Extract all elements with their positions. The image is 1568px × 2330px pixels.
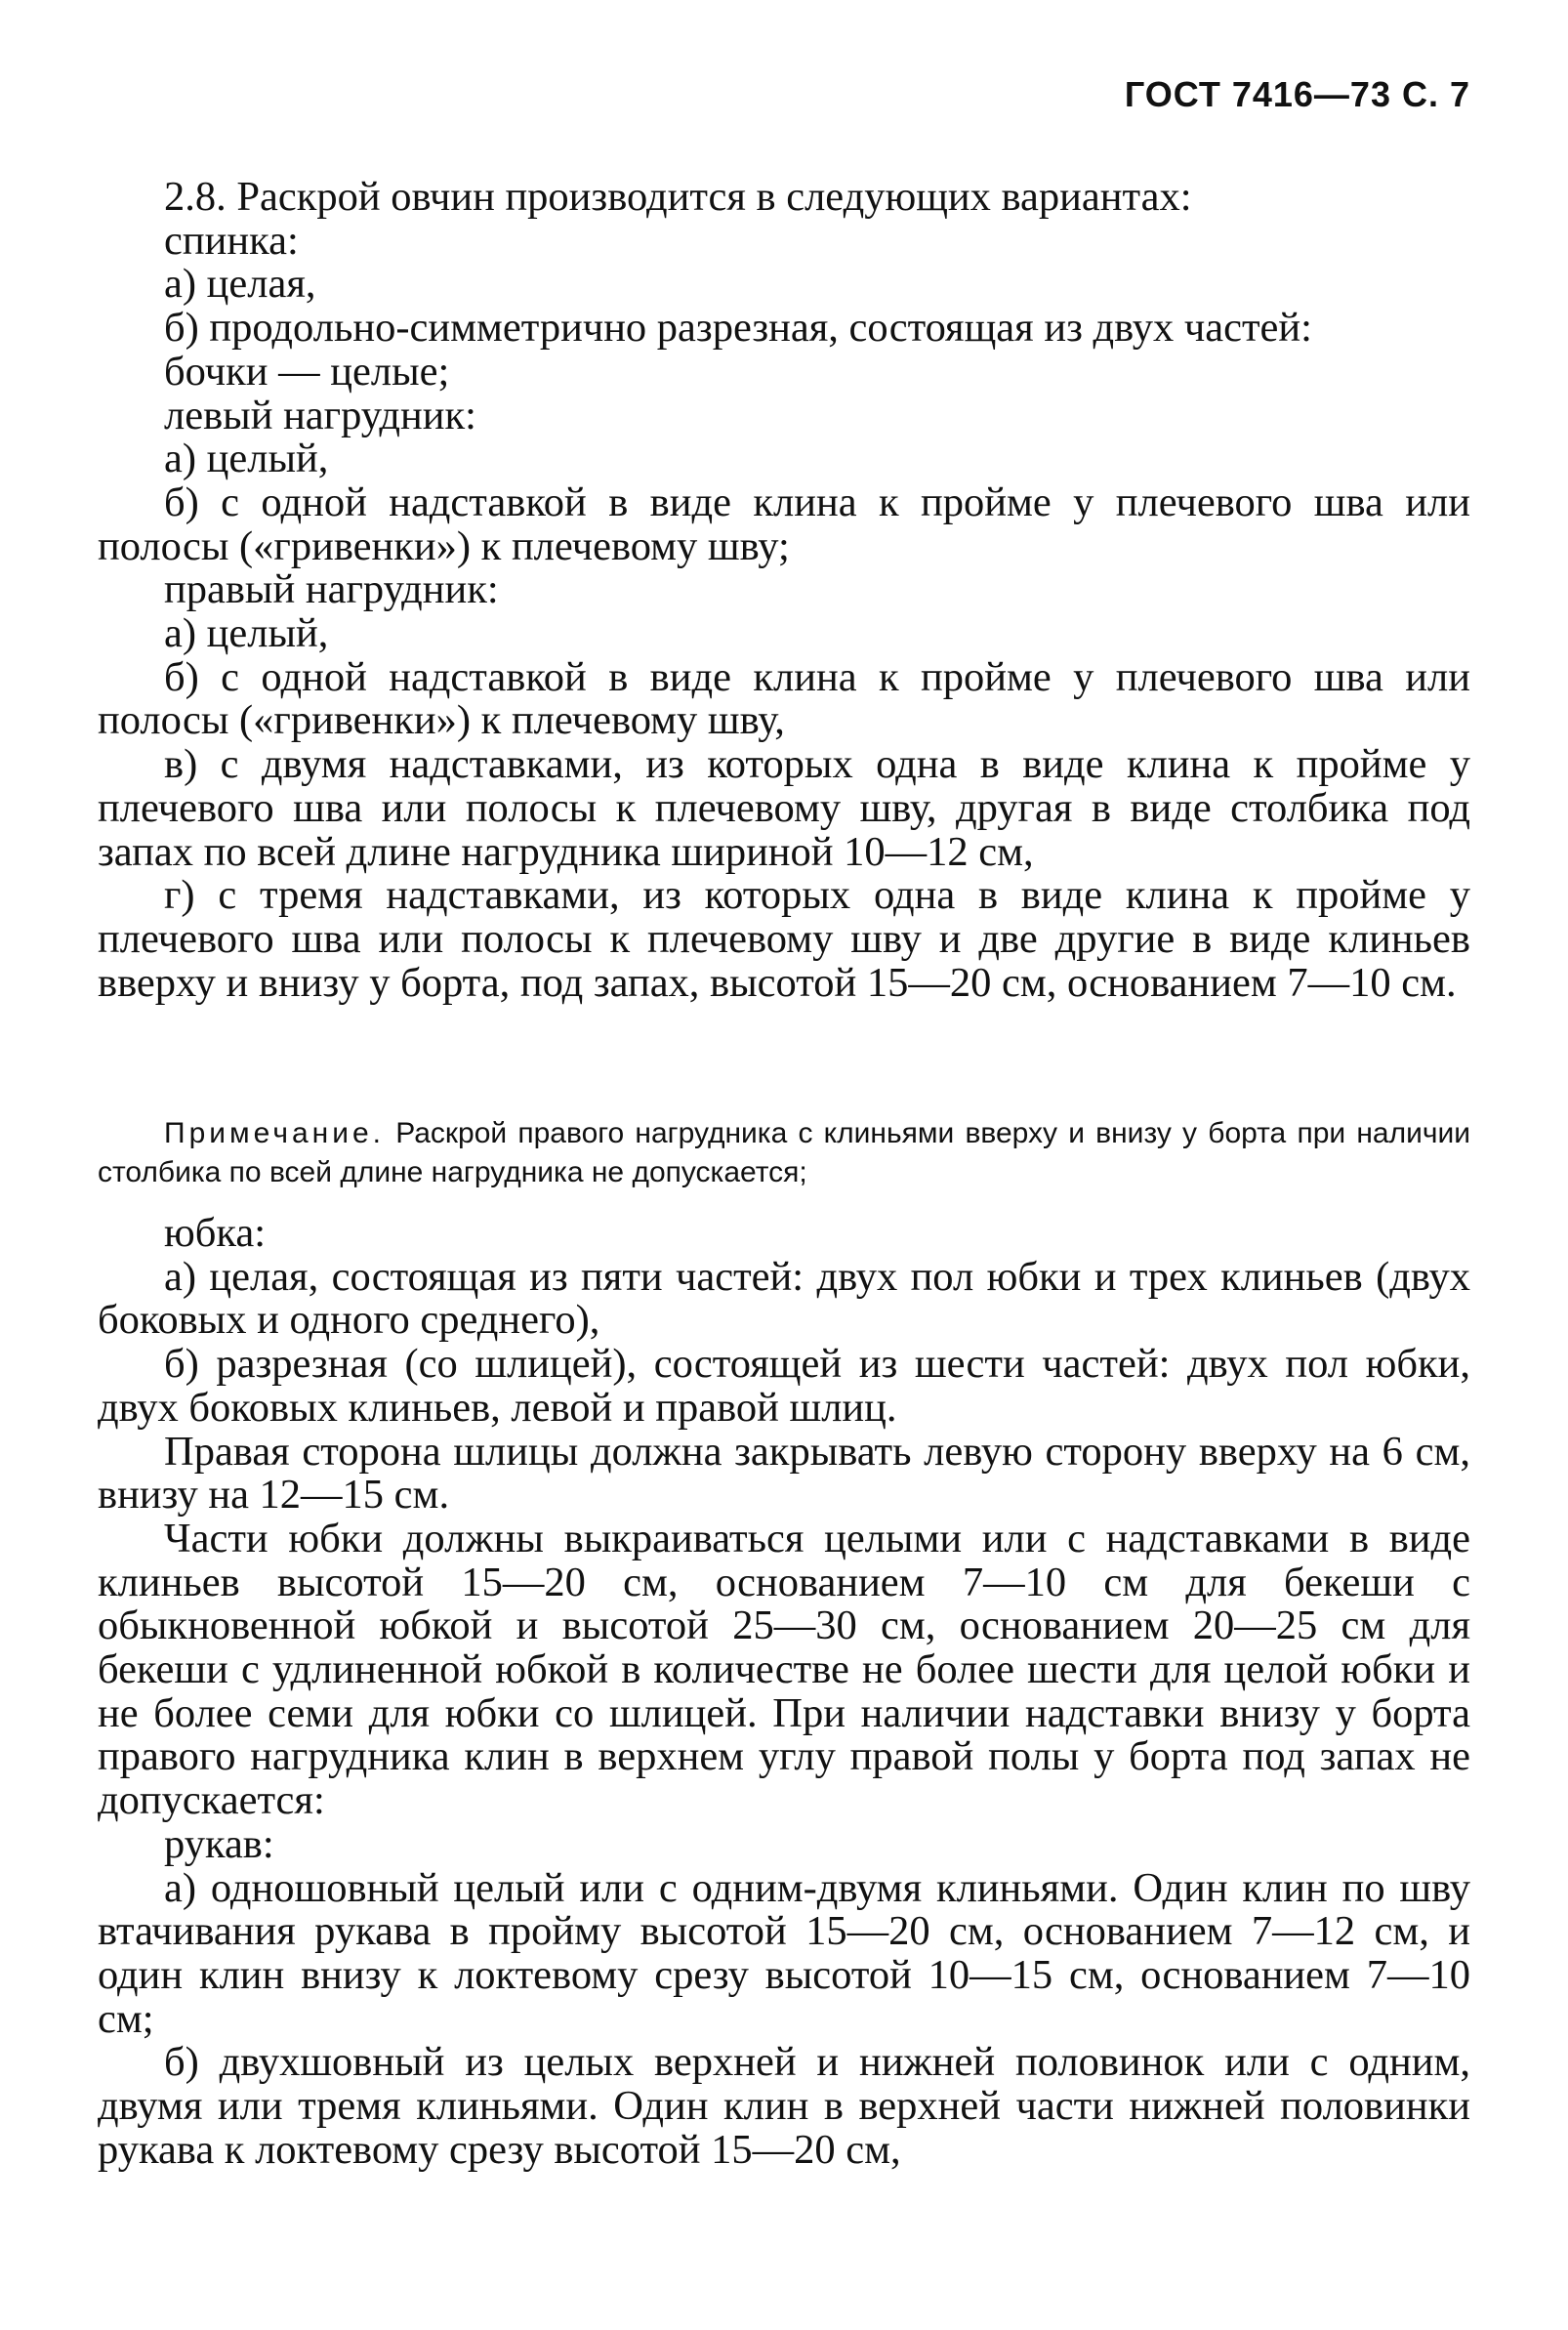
paragraph: а) целая, [164, 261, 316, 308]
paragraph: юбка: [164, 1210, 267, 1256]
note-text: Раскрой правого нагрудника с клиньями вверху и внизу у борта при наличии столбика по всей длине нагрудника не допускается; [98, 1117, 1471, 1188]
page-header: ГОСТ 7416—73 С. 7 [1124, 74, 1470, 114]
paragraph: рукав: [164, 1820, 274, 1867]
paragraph: б) разрезная (со шлицей), состоящей из шести частей: двух пол юбки, двух боковых клиньев, левой и правой шлиц. [98, 1341, 1470, 1431]
paragraph: а) целый, [164, 610, 329, 657]
paragraph: б) с одной надставкой в виде клина к пройме у плечевого шва или полосы («гривенки») к плечевому шву, [98, 653, 1470, 744]
continuation-text-section [98, 1212, 1470, 2172]
paragraph: бочки — целые; [164, 348, 450, 395]
paragraph: Правая сторона шлицы должна закрывать левую сторону вверху на 6 см, внизу на 12—15 см. [98, 1428, 1470, 1519]
paragraph: а) одношовный целый или с одним-двумя клиньями. Один клин по шву втачивания рукава в пройму высотой 15—20 см, основанием 7—12 см, и один клин внизу к локтевому срезу высотой 10—15 см, основанием 7—10 см; [98, 1864, 1470, 2042]
paragraph: г) с тремя надставками, из которых одна в виде клина к пройме у плечевого шва или полосы к плечевому шву и две другие в виде клиньев вверху и внизу у борта, под запах, высотой 15—20 см, основанием 7—10 см. [98, 872, 1470, 1006]
paragraph: 2.8. Раскрой овчин производится в следующих вариантах: [164, 174, 1192, 220]
paragraph: б) с одной надставкой в виде клина к пройме у плечевого шва или полосы («гривенки») к плечевому шву; [98, 478, 1470, 569]
paragraph: левый нагрудник: [164, 392, 476, 438]
paragraph: б) продольно-симметрично разрезная, состоящая из двух частей: [164, 305, 1312, 352]
paragraph: спинка: [164, 217, 299, 264]
paragraph: а) целая, состоящая из пяти частей: двух пол юбки и трех клиньев (двух боковых и одного среднего), [98, 1253, 1470, 1344]
note-paragraph [98, 1114, 1470, 1192]
paragraph: в) с двумя надставками, из которых одна в виде клина к пройме у плечевого шва или полосы к плечевому шву, другая в виде столбика под запах по всей длине нагрудника шириной 10—12 см, [98, 741, 1470, 875]
paragraph: Части юбки должны выкраиваться целыми или с надставками в виде клиньев высотой 15—20 см, основанием 7—10 см для бекеши с обыкновенной юбкой и высотой 25—30 см, основанием 20—25 см для бекеши с удлиненной юбкой в количестве не более шести для целой юбки и не более семи для юбки со шлицей. При наличии надставки внизу у борта правого нагрудника клин в верхнем углу правой полы у борта под запах не допускается: [98, 1515, 1470, 1824]
paragraph: правый нагрудник: [164, 566, 499, 613]
main-text-section [98, 176, 1470, 1005]
paragraph: б) двухшовный из целых верхней и нижней половинок или с одним, двумя или тремя клиньями. Один клин в верхней части нижней половинки рукава к локтевому срезу высотой 15—20 см, [98, 2039, 1470, 2173]
note-label: Примечание. [164, 1117, 385, 1149]
note-section [98, 1114, 1470, 1192]
paragraph: а) целый, [164, 436, 329, 482]
